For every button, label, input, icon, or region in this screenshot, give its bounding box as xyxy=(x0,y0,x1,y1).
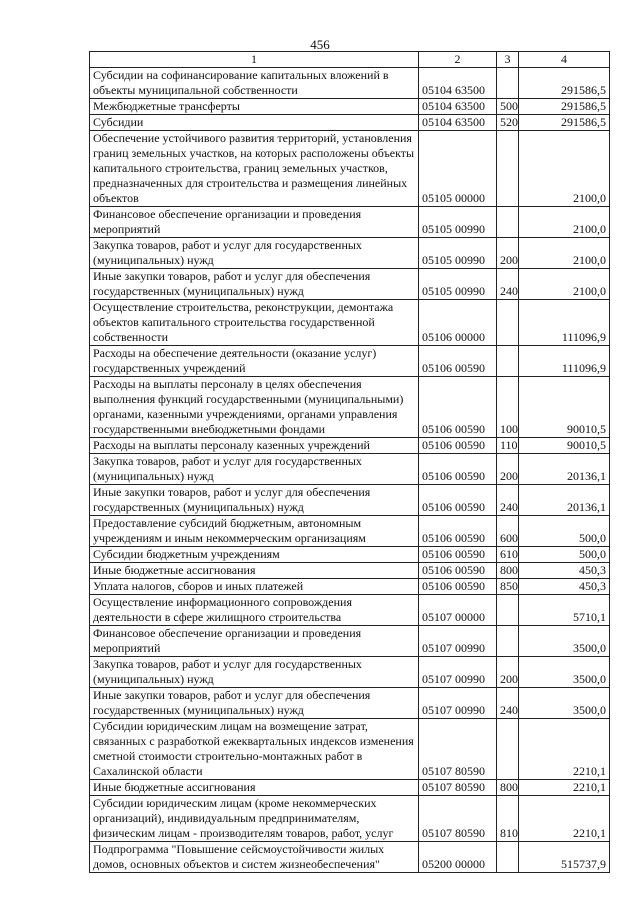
header-col-1: 1 xyxy=(90,52,419,68)
row-amount: 5710,1 xyxy=(519,595,610,626)
row-name: Иные закупки товаров, работ и услуг для обеспечения государственных (муниципальных) нужд xyxy=(90,485,419,516)
row-code: 05106 00000 xyxy=(419,300,497,346)
row-amount: 291586,5 xyxy=(519,115,610,131)
budget-table xyxy=(89,51,610,873)
row-code: 05106 00590 xyxy=(419,438,497,454)
table-row xyxy=(90,207,610,238)
row-name: Иные бюджетные ассигнования xyxy=(90,563,419,579)
row-expense-type: 800 xyxy=(497,780,519,796)
row-amount: 500,0 xyxy=(519,547,610,563)
row-expense-type: 110 xyxy=(497,438,519,454)
row-name: Закупка товаров, работ и услуг для государственных (муниципальных) нужд xyxy=(90,238,419,269)
row-code: 05106 00590 xyxy=(419,346,497,377)
row-code: 05106 00590 xyxy=(419,485,497,516)
row-amount: 2210,1 xyxy=(519,719,610,780)
row-code: 05104 63500 xyxy=(419,115,497,131)
table-row xyxy=(90,115,610,131)
row-expense-type: 500 xyxy=(497,99,519,115)
row-code: 05104 63500 xyxy=(419,68,497,99)
row-amount: 2100,0 xyxy=(519,131,610,207)
row-amount: 20136,1 xyxy=(519,485,610,516)
row-expense-type xyxy=(497,719,519,780)
table-row xyxy=(90,269,610,300)
row-amount: 111096,9 xyxy=(519,300,610,346)
row-amount: 90010,5 xyxy=(519,438,610,454)
row-amount: 2210,1 xyxy=(519,796,610,842)
row-name: Финансовое обеспечение организации и проведения мероприятий xyxy=(90,207,419,238)
table-row xyxy=(90,579,610,595)
row-code: 05107 80590 xyxy=(419,719,497,780)
row-expense-type xyxy=(497,346,519,377)
row-expense-type: 800 xyxy=(497,563,519,579)
row-amount: 450,3 xyxy=(519,563,610,579)
row-expense-type: 240 xyxy=(497,688,519,719)
table-row xyxy=(90,454,610,485)
row-amount: 3500,0 xyxy=(519,626,610,657)
row-code: 05106 00590 xyxy=(419,579,497,595)
row-amount: 2100,0 xyxy=(519,238,610,269)
row-code: 05106 00590 xyxy=(419,454,497,485)
table-row xyxy=(90,780,610,796)
row-code: 05200 00000 xyxy=(419,842,497,873)
row-name: Осуществление информационного сопровождения деятельности в сфере жилищного строительства xyxy=(90,595,419,626)
row-name: Уплата налогов, сборов и иных платежей xyxy=(90,579,419,595)
table-row xyxy=(90,563,610,579)
row-code: 05105 00000 xyxy=(419,131,497,207)
table-row xyxy=(90,719,610,780)
row-name: Закупка товаров, работ и услуг для государственных (муниципальных) нужд xyxy=(90,657,419,688)
row-name: Осуществление строительства, реконструкции, демонтажа объектов капитального строительства государственной собственности xyxy=(90,300,419,346)
row-amount: 500,0 xyxy=(519,516,610,547)
row-name: Расходы на выплаты персоналу в целях обеспечения выполнения функций государственными (муниципальными) органами, казенными учреждениями, органами управления государственными внебюджетными фондами xyxy=(90,377,419,438)
row-code: 05107 00990 xyxy=(419,657,497,688)
row-name: Субсидии юридическим лицам на возмещение затрат, связанных с разработкой ежеквартальных индексов изменения сметной стоимости строительно-монтажных работ в Сахалинской области xyxy=(90,719,419,780)
row-expense-type: 200 xyxy=(497,454,519,485)
row-code: 05107 00990 xyxy=(419,688,497,719)
row-amount: 3500,0 xyxy=(519,688,610,719)
row-name: Закупка товаров, работ и услуг для государственных (муниципальных) нужд xyxy=(90,454,419,485)
row-amount: 2100,0 xyxy=(519,269,610,300)
row-expense-type: 240 xyxy=(497,485,519,516)
row-name: Иные бюджетные ассигнования xyxy=(90,780,419,796)
row-amount: 291586,5 xyxy=(519,68,610,99)
row-amount: 20136,1 xyxy=(519,454,610,485)
table-row xyxy=(90,300,610,346)
header-col-4: 4 xyxy=(519,52,610,68)
row-expense-type xyxy=(497,131,519,207)
table-row xyxy=(90,346,610,377)
row-expense-type: 200 xyxy=(497,238,519,269)
row-name: Финансовое обеспечение организации и проведения мероприятий xyxy=(90,626,419,657)
table-row xyxy=(90,516,610,547)
row-expense-type xyxy=(497,626,519,657)
row-expense-type xyxy=(497,207,519,238)
table-row xyxy=(90,688,610,719)
row-expense-type: 240 xyxy=(497,269,519,300)
table-body xyxy=(90,68,610,873)
row-name: Иные закупки товаров, работ и услуг для обеспечения государственных (муниципальных) нужд xyxy=(90,269,419,300)
row-expense-type: 850 xyxy=(497,579,519,595)
row-amount: 2210,1 xyxy=(519,780,610,796)
table-row xyxy=(90,796,610,842)
table-row xyxy=(90,657,610,688)
row-name: Иные закупки товаров, работ и услуг для обеспечения государственных (муниципальных) нужд xyxy=(90,688,419,719)
row-amount: 515737,9 xyxy=(519,842,610,873)
row-code: 05105 00990 xyxy=(419,269,497,300)
row-code: 05107 00990 xyxy=(419,626,497,657)
row-code: 05106 00590 xyxy=(419,377,497,438)
row-name: Обеспечение устойчивого развития территорий, установления границ земельных участков, на которых расположены объекты капитального строительства, границ земельных участков, предназначенных для строительства и размещения линейных объектов xyxy=(90,131,419,207)
header-col-2: 2 xyxy=(419,52,497,68)
row-expense-type xyxy=(497,595,519,626)
row-expense-type xyxy=(497,300,519,346)
row-code: 05105 00990 xyxy=(419,207,497,238)
row-amount: 90010,5 xyxy=(519,377,610,438)
row-expense-type: 610 xyxy=(497,547,519,563)
row-amount: 3500,0 xyxy=(519,657,610,688)
row-code: 05107 00000 xyxy=(419,595,497,626)
table-row xyxy=(90,595,610,626)
header-col-3: 3 xyxy=(497,52,519,68)
table-row xyxy=(90,842,610,873)
row-expense-type: 100 xyxy=(497,377,519,438)
row-expense-type: 810 xyxy=(497,796,519,842)
row-amount: 2100,0 xyxy=(519,207,610,238)
row-name: Подпрограмма "Повышение сейсмоустойчивости жилых домов, основных объектов и систем жизнеобеспечения" xyxy=(90,842,419,873)
page-number: 456 xyxy=(310,37,330,52)
table-row xyxy=(90,99,610,115)
row-name: Субсидии на софинансирование капитальных вложений в объекты муниципальной собственности xyxy=(90,68,419,99)
table-row xyxy=(90,438,610,454)
row-name: Субсидии xyxy=(90,115,419,131)
row-code: 05104 63500 xyxy=(419,99,497,115)
table-row xyxy=(90,626,610,657)
row-expense-type: 520 xyxy=(497,115,519,131)
row-name: Субсидии бюджетным учреждениям xyxy=(90,547,419,563)
row-name: Межбюджетные трансферты xyxy=(90,99,419,115)
row-code: 05105 00990 xyxy=(419,238,497,269)
row-name: Субсидии юридическим лицам (кроме некоммерческих организаций), индивидуальным предпринимателям, физическим лицам - производителям товаров, работ, услуг xyxy=(90,796,419,842)
row-amount: 111096,9 xyxy=(519,346,610,377)
table-row xyxy=(90,547,610,563)
row-amount: 291586,5 xyxy=(519,99,610,115)
row-code: 05107 80590 xyxy=(419,796,497,842)
row-expense-type xyxy=(497,68,519,99)
table-row xyxy=(90,131,610,207)
row-code: 05106 00590 xyxy=(419,516,497,547)
row-name: Расходы на выплаты персоналу казенных учреждений xyxy=(90,438,419,454)
row-expense-type: 600 xyxy=(497,516,519,547)
row-code: 05106 00590 xyxy=(419,547,497,563)
row-expense-type xyxy=(497,842,519,873)
row-amount: 450,3 xyxy=(519,579,610,595)
table-row xyxy=(90,485,610,516)
row-code: 05107 80590 xyxy=(419,780,497,796)
table-header-row xyxy=(90,52,610,68)
table-row xyxy=(90,68,610,99)
table-row xyxy=(90,238,610,269)
row-name: Предоставление субсидий бюджетным, автономным учреждениям и иным некоммерческим организациям xyxy=(90,516,419,547)
row-name: Расходы на обеспечение деятельности (оказание услуг) государственных учреждений xyxy=(90,346,419,377)
row-code: 05106 00590 xyxy=(419,563,497,579)
table-row xyxy=(90,377,610,438)
row-expense-type: 200 xyxy=(497,657,519,688)
